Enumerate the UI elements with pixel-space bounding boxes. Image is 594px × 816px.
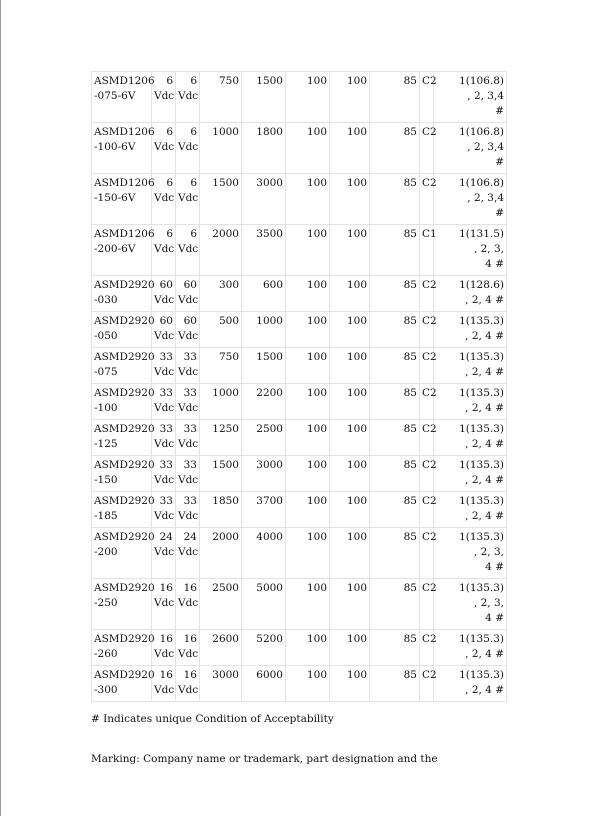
class-cell: C2	[420, 72, 434, 123]
rating-table-body	[92, 72, 507, 702]
hold-current-cell: 750	[200, 72, 242, 123]
current-value-a-cell: 100	[286, 312, 330, 348]
conditions-cell: 1(135.3) , 2, 4 #	[434, 630, 507, 666]
table-row	[92, 348, 507, 384]
conditions-cell: 1(135.3) , 2, 4 #	[434, 384, 507, 420]
table-row	[92, 123, 507, 174]
trip-current-cell: 2500	[242, 420, 286, 456]
part-number-cell: ASMD2920 -150	[92, 456, 152, 492]
current-value-a-cell: 100	[286, 225, 330, 276]
class-cell: C2	[420, 276, 434, 312]
table-row	[92, 174, 507, 225]
table-row	[92, 630, 507, 666]
current-value-b-cell: 100	[330, 276, 370, 312]
trip-current-cell: 1500	[242, 72, 286, 123]
current-value-b-cell: 100	[330, 630, 370, 666]
trip-current-cell: 1800	[242, 123, 286, 174]
trip-current-cell: 1000	[242, 312, 286, 348]
current-value-a-cell: 100	[286, 174, 330, 225]
voltage-max-cell: 16 Vdc	[152, 666, 176, 702]
current-value-b-cell: 100	[330, 225, 370, 276]
part-number-cell: ASMD2920 -260	[92, 630, 152, 666]
trip-current-cell: 600	[242, 276, 286, 312]
trip-current-cell: 6000	[242, 666, 286, 702]
hold-current-cell: 1500	[200, 456, 242, 492]
class-cell: C2	[420, 666, 434, 702]
class-cell: C2	[420, 312, 434, 348]
current-value-a-cell: 100	[286, 420, 330, 456]
current-value-b-cell: 100	[330, 579, 370, 630]
class-cell: C2	[420, 579, 434, 630]
conditions-cell: 1(131.5) , 2, 3, 4 #	[434, 225, 507, 276]
voltage-max-cell: 33 Vdc	[152, 384, 176, 420]
voltage-max-cell: 6 Vdc	[152, 123, 176, 174]
trip-current-cell: 3000	[242, 456, 286, 492]
temperature-cell: 85	[370, 72, 420, 123]
hold-current-cell: 2000	[200, 528, 242, 579]
trip-current-cell: 1500	[242, 348, 286, 384]
current-value-a-cell: 100	[286, 72, 330, 123]
current-value-b-cell: 100	[330, 348, 370, 384]
temperature-cell: 85	[370, 348, 420, 384]
voltage-rated-cell: 6 Vdc	[176, 72, 200, 123]
table-row	[92, 579, 507, 630]
hold-current-cell: 1250	[200, 420, 242, 456]
class-cell: C2	[420, 384, 434, 420]
class-cell: C2	[420, 123, 434, 174]
class-cell: C2	[420, 348, 434, 384]
voltage-max-cell: 6 Vdc	[152, 174, 176, 225]
temperature-cell: 85	[370, 492, 420, 528]
conditions-cell: 1(135.3) , 2, 3, 4 #	[434, 579, 507, 630]
footnote: # Indicates unique Condition of Acceptability	[91, 713, 334, 725]
temperature-cell: 85	[370, 420, 420, 456]
current-value-b-cell: 100	[330, 666, 370, 702]
part-number-cell: ASMD1206 -100-6V	[92, 123, 152, 174]
part-number-cell: ASMD2920 -100	[92, 384, 152, 420]
voltage-rated-cell: 33 Vdc	[176, 492, 200, 528]
current-value-a-cell: 100	[286, 666, 330, 702]
conditions-cell: 1(106.8) , 2, 3,4 #	[434, 174, 507, 225]
trip-current-cell: 5200	[242, 630, 286, 666]
temperature-cell: 85	[370, 276, 420, 312]
table-row	[92, 456, 507, 492]
current-value-b-cell: 100	[330, 420, 370, 456]
voltage-rated-cell: 33 Vdc	[176, 384, 200, 420]
hold-current-cell: 2600	[200, 630, 242, 666]
current-value-b-cell: 100	[330, 528, 370, 579]
voltage-max-cell: 33 Vdc	[152, 348, 176, 384]
voltage-max-cell: 16 Vdc	[152, 579, 176, 630]
part-number-cell: ASMD1206 -200-6V	[92, 225, 152, 276]
voltage-max-cell: 6 Vdc	[152, 72, 176, 123]
temperature-cell: 85	[370, 630, 420, 666]
current-value-a-cell: 100	[286, 348, 330, 384]
part-number-cell: ASMD2920 -250	[92, 579, 152, 630]
voltage-rated-cell: 60 Vdc	[176, 312, 200, 348]
table-row	[92, 72, 507, 123]
voltage-rated-cell: 60 Vdc	[176, 276, 200, 312]
current-value-a-cell: 100	[286, 630, 330, 666]
trip-current-cell: 3700	[242, 492, 286, 528]
class-cell: C2	[420, 492, 434, 528]
trip-current-cell: 3000	[242, 174, 286, 225]
voltage-rated-cell: 16 Vdc	[176, 630, 200, 666]
current-value-a-cell: 100	[286, 456, 330, 492]
current-value-b-cell: 100	[330, 123, 370, 174]
voltage-rated-cell: 6 Vdc	[176, 225, 200, 276]
conditions-cell: 1(106.8) , 2, 3,4 #	[434, 72, 507, 123]
hold-current-cell: 2000	[200, 225, 242, 276]
current-value-a-cell: 100	[286, 384, 330, 420]
temperature-cell: 85	[370, 528, 420, 579]
trip-current-cell: 2200	[242, 384, 286, 420]
table-row	[92, 492, 507, 528]
voltage-rated-cell: 33 Vdc	[176, 420, 200, 456]
current-value-a-cell: 100	[286, 276, 330, 312]
part-number-cell: ASMD1206 -075-6V	[92, 72, 152, 123]
rating-table	[91, 71, 507, 702]
conditions-cell: 1(135.3) , 2, 3, 4 #	[434, 528, 507, 579]
current-value-b-cell: 100	[330, 384, 370, 420]
class-cell: C2	[420, 456, 434, 492]
table-row	[92, 312, 507, 348]
hold-current-cell: 1850	[200, 492, 242, 528]
hold-current-cell: 1000	[200, 384, 242, 420]
class-cell: C2	[420, 630, 434, 666]
conditions-cell: 1(106.8) , 2, 3,4 #	[434, 123, 507, 174]
conditions-cell: 1(135.3) , 2, 4 #	[434, 492, 507, 528]
voltage-rated-cell: 6 Vdc	[176, 123, 200, 174]
current-value-a-cell: 100	[286, 528, 330, 579]
part-number-cell: ASMD2920 -030	[92, 276, 152, 312]
part-number-cell: ASMD2920 -185	[92, 492, 152, 528]
conditions-cell: 1(135.3) , 2, 4 #	[434, 312, 507, 348]
temperature-cell: 85	[370, 312, 420, 348]
temperature-cell: 85	[370, 666, 420, 702]
trip-current-cell: 3500	[242, 225, 286, 276]
trip-current-cell: 5000	[242, 579, 286, 630]
current-value-a-cell: 100	[286, 492, 330, 528]
hold-current-cell: 1500	[200, 174, 242, 225]
hold-current-cell: 300	[200, 276, 242, 312]
voltage-max-cell: 33 Vdc	[152, 456, 176, 492]
hold-current-cell: 2500	[200, 579, 242, 630]
part-number-cell: ASMD2920 -125	[92, 420, 152, 456]
current-value-b-cell: 100	[330, 456, 370, 492]
part-number-cell: ASMD2920 -200	[92, 528, 152, 579]
voltage-max-cell: 33 Vdc	[152, 420, 176, 456]
class-cell: C2	[420, 174, 434, 225]
voltage-max-cell: 16 Vdc	[152, 630, 176, 666]
temperature-cell: 85	[370, 579, 420, 630]
current-value-a-cell: 100	[286, 579, 330, 630]
part-number-cell: ASMD1206 -150-6V	[92, 174, 152, 225]
current-value-b-cell: 100	[330, 492, 370, 528]
conditions-cell: 1(128.6) , 2, 4 #	[434, 276, 507, 312]
temperature-cell: 85	[370, 456, 420, 492]
voltage-max-cell: 24 Vdc	[152, 528, 176, 579]
conditions-cell: 1(135.3) , 2, 4 #	[434, 666, 507, 702]
voltage-max-cell: 6 Vdc	[152, 225, 176, 276]
voltage-rated-cell: 24 Vdc	[176, 528, 200, 579]
voltage-max-cell: 60 Vdc	[152, 276, 176, 312]
class-cell: C2	[420, 420, 434, 456]
hold-current-cell: 1000	[200, 123, 242, 174]
voltage-rated-cell: 33 Vdc	[176, 456, 200, 492]
part-number-cell: ASMD2920 -050	[92, 312, 152, 348]
conditions-cell: 1(135.3) , 2, 4 #	[434, 456, 507, 492]
voltage-rated-cell: 33 Vdc	[176, 348, 200, 384]
part-number-cell: ASMD2920 -075	[92, 348, 152, 384]
temperature-cell: 85	[370, 174, 420, 225]
hold-current-cell: 3000	[200, 666, 242, 702]
temperature-cell: 85	[370, 123, 420, 174]
current-value-b-cell: 100	[330, 174, 370, 225]
class-cell: C2	[420, 528, 434, 579]
current-value-a-cell: 100	[286, 123, 330, 174]
conditions-cell: 1(135.3) , 2, 4 #	[434, 348, 507, 384]
voltage-rated-cell: 16 Vdc	[176, 579, 200, 630]
temperature-cell: 85	[370, 225, 420, 276]
trip-current-cell: 4000	[242, 528, 286, 579]
hold-current-cell: 500	[200, 312, 242, 348]
table-row	[92, 384, 507, 420]
current-value-b-cell: 100	[330, 312, 370, 348]
class-cell: C1	[420, 225, 434, 276]
table-row	[92, 528, 507, 579]
table-row	[92, 225, 507, 276]
voltage-rated-cell: 6 Vdc	[176, 174, 200, 225]
voltage-max-cell: 33 Vdc	[152, 492, 176, 528]
table-row	[92, 420, 507, 456]
conditions-cell: 1(135.3) , 2, 4 #	[434, 420, 507, 456]
current-value-b-cell: 100	[330, 72, 370, 123]
table-row	[92, 276, 507, 312]
part-number-cell: ASMD2920 -300	[92, 666, 152, 702]
table-row	[92, 666, 507, 702]
temperature-cell: 85	[370, 384, 420, 420]
hold-current-cell: 750	[200, 348, 242, 384]
marking-text: Marking: Company name or trademark, part designation and the	[91, 753, 438, 765]
voltage-max-cell: 60 Vdc	[152, 312, 176, 348]
voltage-rated-cell: 16 Vdc	[176, 666, 200, 702]
